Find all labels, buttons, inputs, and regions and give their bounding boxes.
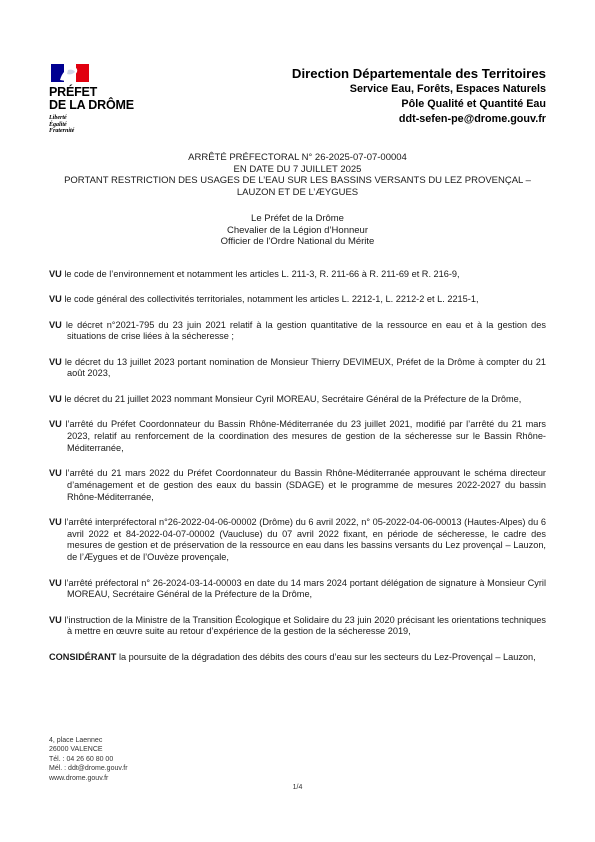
footer-email: Mél. : ddt@drome.gouv.fr — [49, 765, 128, 773]
visa-text: l’arrêté interpréfectoral n°26-2022-04-06-00002 (Drôme) du 6 avril 2022, n° 05-2022-04-06-00013 (Hautes-Alpes) du 6 avril 2022 et 84-2022-04-07-00002 (Vaucluse) du 07 avril 2022 fixant, en période de sécheresse, le cadre des mesures de gestion et de préservation de la ressource en eau dans les bassins versants du Lez provençal – Lauzon, de l’Æygues et de l’Ouvèze provençale, — [61, 516, 546, 563]
prefecture-logo — [49, 64, 159, 135]
footer-street: 4, place Laennec — [49, 737, 103, 744]
visa-paragraph — [49, 269, 546, 281]
visa-paragraph — [49, 615, 546, 639]
footer-city: 26000 VALENCE — [49, 746, 103, 754]
arrete-subject-line2: LAUZON ET DE L’ÆYGUES — [236, 187, 359, 199]
service-name: Service Eau, Forêts, Espaces Naturels — [349, 83, 546, 95]
vu-label: VU — [49, 467, 62, 478]
vu-label: VU — [49, 419, 62, 430]
visa-paragraph — [49, 578, 546, 602]
pole-name: Pôle Qualité et Quantité Eau — [401, 98, 546, 110]
considerant-paragraph — [49, 652, 546, 664]
footer-phone: Tél. : 04 26 60 80 00 — [49, 755, 114, 763]
page-number: 1/4 — [292, 784, 303, 791]
prefet-titles — [40, 213, 555, 248]
contact-email: ddt-sefen-pe@drome.gouv.fr — [398, 113, 546, 125]
visa-paragraph — [49, 294, 546, 306]
visa-text: le code général des collectivités territoriales, notamment les articles L. 2212-1, L. 2212-2 et L. 2215-1, — [61, 294, 479, 305]
visa-text: l’arrêté préfectoral n° 26-2024-03-14-00003 en date du 14 mars 2024 portant délégation de signature à Monsieur Cyril MOREAU, Secrétaire Général de la Préfecture de la Drôme, — [61, 577, 546, 600]
arrete-date: EN DATE DU 7 JUILLET 2025 — [233, 163, 362, 175]
visa-paragraph — [49, 320, 546, 344]
vu-label: VU — [49, 269, 62, 279]
footer-website: www.drome.gouv.fr — [49, 774, 109, 782]
letterhead — [292, 66, 546, 127]
motto-fraternite: Fraternité — [49, 128, 75, 135]
visa-paragraph — [49, 517, 546, 564]
prefet-line2: Chevalier de la Légion d’Honneur — [226, 224, 368, 236]
prefet-name-line1: PRÉFET — [49, 85, 98, 99]
visa-text: le décret du 21 juillet 2023 nommant Monsieur Cyril MOREAU, Secrétaire Général de la Préfecture de la Drôme, — [61, 393, 522, 404]
visa-paragraph — [49, 394, 546, 406]
visa-text: le décret du 13 juillet 2023 portant nomination de Monsieur Thierry DEVIMEUX, Préfet de la Drôme à compter du 21 août 2023, — [61, 356, 546, 379]
visa-text: l’arrêté du Préfet Coordonnateur du Bassin Rhône-Méditerranée du 23 juillet 2021, modifié par l’arrêté du 21 mars 2023, relatif au renforcement de la coordination des mesures de gestion de la sécheresse sur le Bassin Rhône-Méditerranée, — [61, 419, 546, 453]
prefet-line3: Officier de l'Ordre National du Mérite — [220, 236, 375, 248]
visa-text: l’instruction de la Ministre de la Transition Écologique et Solidaire du 23 juin 2020 précisant les orientations techniques à mettre en œuvre suite au retour d’expérience de la gestion de la sécheresse 2019, — [61, 614, 546, 637]
vu-label: VU — [49, 319, 62, 330]
visa-paragraph — [49, 468, 546, 503]
arrete-number: ARRÊTÉ PRÉFECTORAL N° 26-2025-07-07-00004 — [188, 152, 407, 163]
visa-text: l’arrêté du 21 mars 2022 du Préfet Coordonnateur du Bassin Rhône-Méditerranée approuvant le schéma directeur d’aménagement et de gestion des eaux du bassin (SDAGE) et le programme de mesures 2022-2027 du bassin Rhône-Méditerranée, — [61, 467, 546, 502]
vu-label: VU — [49, 516, 62, 527]
vu-label: VU — [49, 356, 62, 367]
visa-text: le décret n°2021-795 du 23 juin 2021 relatif à la gestion quantitative de la ressource en eau et à la gestion des situations de crise liées à la sécheresse ; — [61, 319, 546, 342]
motto — [49, 115, 159, 135]
considerant-label: CONSIDÉRANT — [49, 651, 117, 662]
considerant-text: la poursuite de la dégradation des débits des cours d’eau sur les secteurs du Lez-Provençal – Lauzon, — [116, 651, 536, 662]
visa-paragraph — [49, 419, 546, 454]
visas-list — [49, 269, 546, 677]
direction-title: Direction Départementale des Territoires — [291, 66, 546, 81]
marianne-flag-icon — [51, 64, 89, 82]
arrete-title — [40, 152, 555, 199]
motto-liberte: Liberté — [49, 115, 67, 121]
prefet-name-line2: DE LA DRÔME — [49, 97, 134, 112]
vu-label: VU — [49, 577, 62, 588]
vu-label: VU — [49, 393, 62, 404]
visa-paragraph — [49, 357, 546, 381]
vu-label: VU — [49, 294, 62, 305]
arrete-subject-line1: PORTANT RESTRICTION DES USAGES DE L’EAU SUR LES BASSINS VERSANTS DU LEZ PROVENÇAL – — [64, 175, 531, 187]
prefet-line1: Le Préfet de la Drôme — [251, 213, 344, 224]
address-footer — [49, 736, 128, 783]
visa-text: le code de l’environnement et notamment les articles L. 211-3, R. 211-66 à R. 211-69 et R. 216-9, — [61, 269, 460, 279]
vu-label: VU — [49, 614, 62, 625]
motto-egalite: Égalité — [49, 121, 67, 128]
